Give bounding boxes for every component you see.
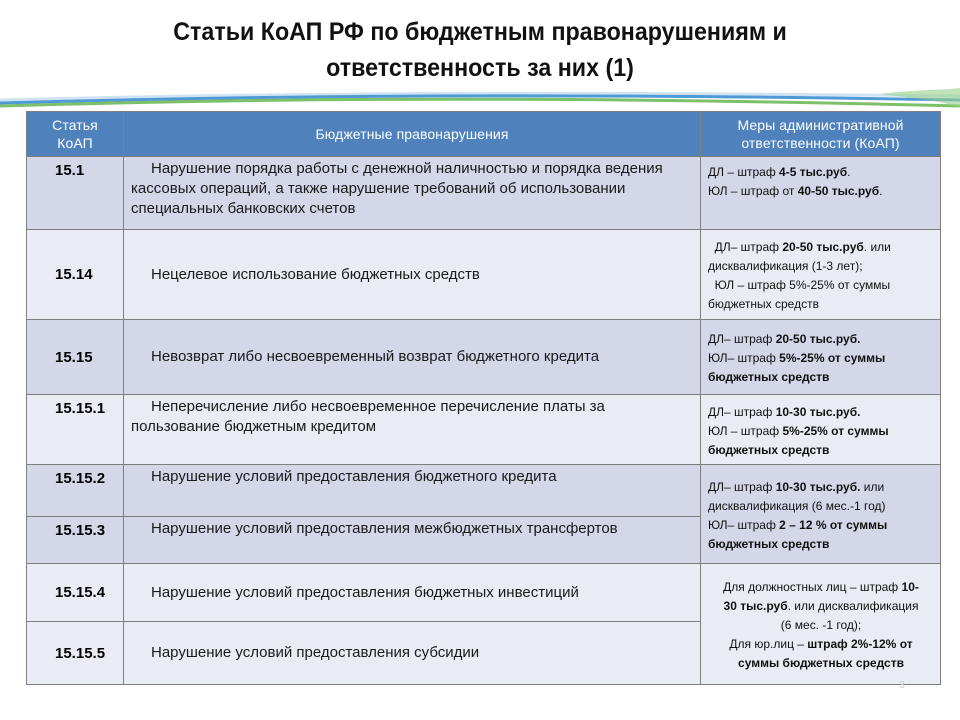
- measures-cell: [701, 230, 941, 320]
- measure-amount: 5%-25% от суммы: [779, 351, 886, 365]
- article-number: 15.1: [27, 157, 124, 230]
- measure-line: дисквалификация (1-3 лет);: [708, 259, 863, 273]
- article-number: 15.14: [27, 230, 124, 320]
- measure-line: дисквалификация (6 мес.-1 год): [708, 498, 886, 513]
- article-number: 15.15: [27, 320, 124, 395]
- measure-amount: штраф 2%-12% от: [807, 637, 913, 651]
- table-row: [27, 320, 941, 395]
- measure-line: бюджетных средств: [708, 297, 819, 311]
- header-measures: [701, 112, 941, 157]
- slide-number: 3: [899, 680, 905, 691]
- measure-amount: 10-: [901, 580, 919, 594]
- offense-text: Неперечисление либо несвоевременное перечисление платы за пользование бюджетным кредитом: [131, 398, 605, 435]
- offense-description: [124, 157, 701, 230]
- article-number: 15.15.4: [27, 564, 124, 622]
- article-number: 15.15.3: [27, 517, 124, 564]
- measure-amount: бюджетных средств: [708, 536, 830, 551]
- offense-text: Нарушение условий предоставления субсидии: [151, 644, 480, 661]
- measures-cell: [701, 564, 941, 685]
- measure-line: [708, 654, 934, 673]
- slide-title-line1: Статьи КоАП РФ по бюджетным правонарушениям и: [173, 18, 787, 46]
- offense-text: Невозврат либо несвоевременный возврат бюджетного кредита: [151, 348, 600, 365]
- measure-line: ДЛ – штраф 4-5 тыс.руб.: [708, 165, 851, 179]
- measure-line: [708, 368, 934, 387]
- header-measures-line1: Меры административной: [737, 117, 904, 133]
- measure-line: (6 мес. -1 год);: [780, 618, 862, 632]
- measure-line: [708, 516, 934, 535]
- measure-amount: 5%-25% от суммы: [782, 423, 889, 438]
- measure-text: ЮЛ– штраф: [708, 351, 780, 365]
- measure-text: ДЛ– штраф: [714, 240, 783, 254]
- article-number: 15.15.5: [27, 622, 124, 685]
- measure-line: [708, 422, 934, 441]
- offense-text: Нецелевое использование бюджетных средств: [151, 265, 480, 283]
- measure-text: Для должностных лиц – штраф: [723, 580, 902, 594]
- measure-line: [708, 635, 934, 654]
- measures-cell: [701, 465, 941, 564]
- measure-amount: 2 – 12 % от суммы: [779, 517, 888, 532]
- header-article-line1: Статья: [52, 117, 98, 133]
- table-row: [27, 157, 941, 230]
- measure-line: [708, 403, 934, 422]
- offense-text: Нарушение условий предоставления межбюджетных трансфертов: [151, 520, 618, 537]
- offense-description: [124, 622, 701, 685]
- offense-description: [124, 465, 701, 517]
- measure-amount: бюджетных средств: [708, 442, 830, 457]
- measure-amount: 10-30 тыс.руб.: [775, 404, 861, 419]
- measure-line: [708, 441, 934, 460]
- measure-amount: суммы бюджетных средств: [738, 656, 904, 670]
- slide-title-line2: ответственность за них (1): [326, 54, 634, 82]
- table-row: [27, 230, 941, 320]
- measure-line: ЮЛ – штраф от 40-50 тыс.руб.: [708, 184, 883, 198]
- measure-amount: 4-5 тыс.руб: [779, 165, 848, 179]
- measure-amount: 10-30 тыс.руб.: [775, 479, 861, 494]
- measure-text: ДЛ– штраф: [708, 332, 776, 346]
- measure-text: ЮЛ – штраф 5%-25% от суммы: [714, 278, 891, 292]
- measure-text: ДЛ – штраф: [708, 165, 780, 179]
- measure-text: ЮЛ – штраф: [708, 423, 783, 438]
- article-number: 15.15.1: [27, 395, 124, 465]
- measure-amount: 20-50 тыс.руб.: [775, 332, 861, 346]
- measures-cell: [701, 320, 941, 395]
- measure-line: [708, 238, 934, 257]
- measure-line: [708, 478, 934, 497]
- measure-text: ДЛ– штраф: [708, 479, 776, 494]
- measures-cell: [701, 157, 941, 230]
- header-article: [27, 112, 124, 157]
- measure-line: [708, 276, 934, 295]
- offense-text: Нарушение порядка работы с денежной наличностью и порядка ведения кассовых операций, а также нарушение требований об использовании специальных банковских счетов: [131, 160, 663, 217]
- table-header-row: [27, 112, 941, 157]
- measure-line: [708, 535, 934, 554]
- offense-description: [124, 517, 701, 564]
- koap-table: [26, 111, 941, 685]
- measure-line: [708, 330, 934, 349]
- slide-title: [89, 14, 870, 86]
- offense-description: [124, 564, 701, 622]
- offense-description: [124, 395, 701, 465]
- header-offense: Бюджетные правонарушения: [124, 112, 701, 157]
- offense-description: [124, 320, 701, 395]
- measure-amount: 30 тыс.руб: [723, 599, 788, 613]
- offense-text: Нарушение условий предоставления бюджетного кредита: [151, 468, 557, 485]
- measure-text: Для юр.лиц –: [729, 637, 808, 651]
- header-measures-line2: ответственности (КоАП): [741, 135, 900, 151]
- header-article-line2: КоАП: [57, 135, 93, 151]
- measure-line: [708, 578, 934, 597]
- measure-amount: 20-50 тыс.руб: [782, 240, 864, 254]
- table-row: [27, 564, 941, 622]
- measure-line: [708, 597, 934, 616]
- article-number: 15.15.2: [27, 465, 124, 517]
- table-row: [27, 395, 941, 465]
- measure-amount: бюджетных средств: [708, 370, 830, 384]
- offense-description: [124, 230, 701, 320]
- measure-line: [708, 349, 934, 368]
- measure-text: . или дисквалификация: [787, 599, 919, 613]
- measure-text: ЮЛ – штраф от: [708, 184, 798, 198]
- offense-text: Нарушение условий предоставления бюджетных инвестиций: [151, 583, 579, 601]
- measure-text: ДЛ– штраф: [708, 404, 776, 419]
- measure-text: . или: [863, 240, 891, 254]
- table-row: [27, 465, 941, 517]
- measures-cell: [701, 395, 941, 465]
- measure-text: или: [860, 479, 885, 494]
- measure-amount: 40-50 тыс.руб: [797, 184, 880, 198]
- measure-text: ЮЛ– штраф: [708, 517, 780, 532]
